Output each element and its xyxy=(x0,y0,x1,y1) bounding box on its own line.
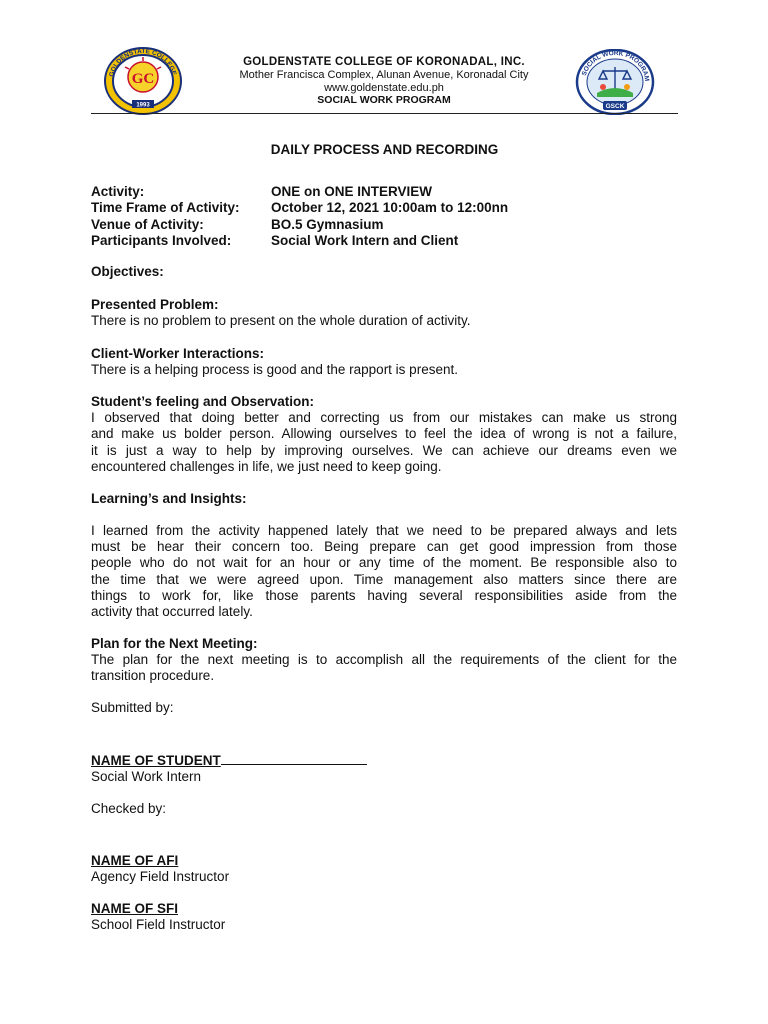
sfi-signature-block xyxy=(91,901,677,933)
sfi-name: NAME OF SFI xyxy=(91,901,178,916)
paragraph-line: things to work for, like those parents having several responsibilities aside from the xyxy=(91,587,677,603)
submitted-by-label: Submitted by: xyxy=(91,700,174,715)
student-role: Social Work Intern xyxy=(91,769,202,785)
paragraph-line: encountered challenges in life, we just need to keep going. xyxy=(91,458,442,474)
header-divider xyxy=(91,113,678,114)
paragraph-line: people who do not wait for an hour or any time of the moment. Be responsible also to xyxy=(91,555,677,571)
svg-text:GSCK: GSCK xyxy=(605,103,625,110)
info-value: ONE on ONE INTERVIEW xyxy=(271,184,433,199)
paragraph-line: I observed that doing better and correcting us from our mistakes can make us strong xyxy=(91,410,677,426)
svg-text:1993: 1993 xyxy=(136,102,150,109)
info-label: Venue of Activity: xyxy=(91,216,204,232)
college-address: Mother Francisca Complex, Alunan Avenue, Koronadal City xyxy=(239,69,529,81)
objectives-heading: Objectives: xyxy=(91,264,164,279)
college-seal-logo xyxy=(103,47,183,115)
paragraph-line: it is just a way to help by improving ourselves. We can achieve our dreams even we xyxy=(91,442,677,458)
section-heading: Student’s feeling and Observation: xyxy=(91,394,315,409)
section-heading: Plan for the Next Meeting: xyxy=(91,636,258,651)
checked-by-label: Checked by: xyxy=(91,801,167,816)
sfi-role: School Field Instructor xyxy=(91,917,226,933)
plan-section xyxy=(91,636,677,685)
svg-text:GC: GC xyxy=(131,71,155,87)
student-name: NAME OF STUDENT xyxy=(91,753,221,768)
info-row-time-frame xyxy=(91,200,508,216)
paragraph-line: I learned from the activity happened lately that we need to be prepared always and lets xyxy=(91,523,677,538)
client-worker-section xyxy=(91,346,677,378)
afi-signature-block xyxy=(91,853,677,885)
paragraph-line: activity that occurred lately. xyxy=(91,604,253,620)
paragraph-line: transition procedure. xyxy=(91,668,215,684)
paragraph-line: The plan for the next meeting is to accomplish all the requirements of the client for the xyxy=(91,652,677,668)
activity-info xyxy=(91,184,508,250)
feeling-observation-section xyxy=(91,394,677,475)
info-value: Social Work Intern and Client xyxy=(271,233,459,249)
svg-text:SOCIAL WORK PROGRAM: SOCIAL WORK PROGRAM xyxy=(580,49,651,82)
letterhead xyxy=(190,56,578,107)
afi-role: Agency Field Instructor xyxy=(91,869,230,885)
paragraph-line: must be hear their concern too. Being prepare can get good impression from those xyxy=(91,539,677,555)
paragraph-line: and make us bolder person. Allowing ourselves to feel the idea of wrong is not a failure, xyxy=(91,426,677,442)
info-row-venue xyxy=(91,217,508,233)
info-value: BO.5 Gymnasium xyxy=(271,216,384,232)
info-value: October 12, 2021 10:00am to 12:00nn xyxy=(271,200,509,216)
afi-name: NAME OF AFI xyxy=(91,853,179,868)
section-text: There is no problem to present on the whole duration of activity. xyxy=(91,313,471,329)
section-text: There is a helping process is good and the rapport is present. xyxy=(91,362,458,378)
presented-problem-section xyxy=(91,297,677,329)
info-row-participants xyxy=(91,233,508,249)
section-heading: Presented Problem: xyxy=(91,297,219,312)
section-heading: Client-Worker Interactions: xyxy=(91,346,265,361)
paragraph-line: the time that we were agreed upon. Time management also matters since there are xyxy=(91,571,677,587)
document-title: DAILY PROCESS AND RECORDING xyxy=(270,142,499,157)
svg-text:GOLDENSTATE COLLEGE: GOLDENSTATE COLLEGE xyxy=(108,47,178,78)
student-signature-block xyxy=(91,753,677,785)
college-name: GOLDENSTATE COLLEGE OF KORONADAL, INC. xyxy=(243,56,525,68)
info-label: Participants Involved: xyxy=(91,233,232,249)
info-label: Time Frame of Activity: xyxy=(91,200,240,216)
learnings-section xyxy=(91,523,677,620)
social-work-program-logo xyxy=(575,49,655,115)
program-name: SOCIAL WORK PROGRAM xyxy=(317,94,451,106)
signature-line xyxy=(221,763,367,765)
learnings-heading: Learning’s and Insights: xyxy=(91,491,247,506)
college-website: www.goldenstate.edu.ph xyxy=(324,81,444,94)
info-row-activity xyxy=(91,184,508,200)
info-label: Activity: xyxy=(91,184,145,199)
